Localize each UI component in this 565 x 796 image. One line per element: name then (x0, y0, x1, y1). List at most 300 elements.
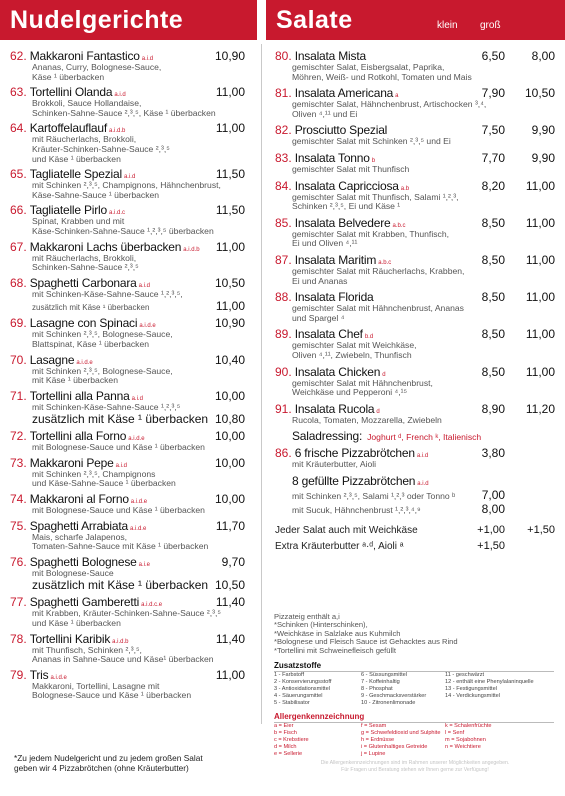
salad-title-row (275, 327, 555, 341)
item-price: 10,40 (214, 352, 245, 367)
price-large: 8,00 (531, 49, 555, 63)
allergen-item: f = Sesam (361, 723, 387, 729)
item-description: mit Schinken-Käse-Sahne-Sauce ¹,²,³,⁵, (32, 289, 183, 299)
size-large-label: groß (480, 20, 501, 31)
pasta-title: Nudelgerichte (10, 6, 184, 34)
dressing-options: Joghurt ᵈ, French ᵏ, Italienisch (367, 432, 482, 443)
menu-item-title-row (10, 632, 245, 646)
salad-item (275, 216, 555, 249)
allergen-codes: a.i.d.e (50, 674, 67, 681)
salad-title-row (275, 179, 555, 193)
additive-item: 5 - Stabilisator (274, 700, 310, 707)
extra-option (10, 412, 245, 426)
menu-item (10, 121, 245, 164)
item-name: Makkaroni al Forno (29, 492, 129, 507)
item-description: Rucola, Tomaten, Mozzarella, Zwiebeln (292, 415, 442, 425)
salad-title-row (275, 253, 555, 267)
item-description: Oliven ⁴,¹¹ und Ei (292, 109, 358, 119)
item-name: Insalata Americana (294, 86, 394, 101)
menu-item-title-row (10, 668, 245, 682)
allergen-codes: a.i.d (141, 56, 154, 62)
roll-variant-row (275, 502, 555, 516)
extra-label: zusätzlich mit Käse ¹ überbacken (32, 578, 209, 593)
salad-item (275, 49, 555, 82)
price-large: 9,90 (531, 123, 555, 138)
price-small: 7,90 (481, 86, 505, 101)
allergens-box (274, 712, 554, 758)
item-description: Brokkoli, Sauce Hollandaise, (32, 99, 142, 109)
menu-item-title-row (10, 316, 245, 330)
allergen-codes: a.b.c (378, 259, 392, 266)
menu-item-title-row (10, 595, 245, 609)
item-price: 10,00 (214, 429, 245, 444)
menu-item (10, 353, 245, 386)
allergen-codes: a.i.d (115, 462, 127, 469)
allergen-codes: a.i.d (131, 395, 143, 402)
additive-item: 14 - Verdickungsmittel (445, 693, 501, 700)
allergen-item: j = Lupine (361, 751, 386, 758)
price-small: 7,70 (481, 150, 505, 165)
menu-item (10, 316, 245, 349)
additive-item: 7 - Koffeinhaltig (361, 679, 400, 686)
footnote-line: *Zu jedem Nudelgericht und zu jedem großen Salat (14, 753, 203, 763)
salad-title-row (275, 151, 555, 165)
item-description: Kräuter-Schinken-Sahne-Sauce ²,³,⁵ (32, 144, 170, 154)
note-line: *Weichkäse in Salzlake aus Kuhmilch (274, 628, 401, 638)
menu-item (10, 389, 245, 427)
price-large: 9,90 (531, 150, 555, 165)
salad-item (275, 151, 555, 175)
item-description: gemischter Salat mit Hähnchenbrust, (292, 378, 433, 388)
item-description: gemischter Salat mit Schinken ²,³,⁵ und Ei (292, 137, 451, 147)
price-small: 7,50 (481, 123, 505, 138)
allergen-codes: a.b.c (392, 222, 406, 229)
price-small: 8,50 (481, 364, 505, 379)
allergen-codes: a.i.d.c.e (141, 602, 163, 609)
item-price: 10,00 (214, 388, 245, 403)
note-line: *Bolognese und Fleisch Sauce ist Gehacktes aus Rind (274, 637, 458, 647)
price-small: 8,20 (481, 178, 505, 193)
item-description: mit Bolognese-Sauce und Käse ¹ überbacken (32, 506, 205, 516)
item-name: Insalata Maritim (294, 252, 377, 267)
item-description: und Käse-Sahne-Sauce ¹ überbacken (32, 479, 176, 489)
menu-item-title-row (10, 85, 245, 99)
footnote-line: geben wir 4 Pizzabrötchen (ohne Kräuterbutter) (14, 762, 189, 773)
allergen-codes: a (395, 93, 399, 100)
salad-item (275, 179, 555, 212)
item-name: Insalata Mista (294, 49, 366, 63)
menu-item (10, 276, 245, 314)
allergen-codes: a.i.d (138, 282, 150, 289)
menu-item (10, 240, 245, 273)
item-description: gemischter Salat, Hähnchenbrust, Artischocken ³,⁴, (292, 100, 487, 110)
allergen-codes: a.b (400, 185, 410, 192)
allergen-item: g = Schwefeldioxid und Sulphite (361, 730, 441, 737)
footnote (14, 754, 249, 773)
item-name: 8 gefüllte Pizzabrötchen (292, 473, 416, 488)
menu-item-title-row (10, 555, 245, 569)
allergen-codes: a.i.d.b (109, 128, 126, 135)
item-description: mit Käse ¹ überbacken (32, 376, 118, 386)
item-number: 73. (10, 455, 27, 470)
item-number: 65. (10, 167, 27, 182)
allergen-codes: b.d (364, 334, 374, 341)
roll-title-row (275, 446, 555, 460)
item-name: Makkaroni Pepe (29, 455, 114, 470)
menu-item-title-row (10, 240, 245, 254)
item-price: 10,90 (214, 316, 245, 331)
additive-item: 1 - Farbstoff (274, 672, 305, 678)
menu-item-title-row (10, 353, 245, 367)
menu-item (10, 519, 245, 552)
item-description: gemischter Salat mit Thunfisch, Salami ¹,²,³, (292, 192, 459, 202)
item-description: gemischter Salat mit Räucherlachs, Krabben, (292, 266, 465, 276)
menu-item-title-row (10, 121, 245, 135)
addon-price-small: +1,00 (477, 523, 505, 536)
item-price: 11,50 (215, 203, 245, 218)
item-number: 74. (10, 492, 27, 507)
column-divider (261, 44, 262, 724)
item-name: Lasagne (29, 352, 75, 367)
item-description: gemischter Salat, Eisbergsalat, Paprika, (292, 63, 445, 72)
item-name: Tagliatelle Pirlo (29, 203, 107, 218)
allergen-item: i = Glutenhaltiges Getreide (361, 744, 428, 751)
addon-row (275, 540, 555, 552)
price-small: 8,50 (481, 252, 505, 267)
item-description: mit Kräuterbutter, Aioli (292, 460, 377, 470)
allergen-item: k = Schalenfrüchte (445, 723, 492, 729)
roll-item (275, 446, 555, 470)
price-small: 6,50 (481, 49, 505, 63)
item-price: 9,70 (221, 554, 245, 569)
item-name: Insalata Capricciosa (294, 178, 399, 193)
price-small: 8,50 (481, 327, 505, 342)
item-name: Insalata Florida (294, 290, 374, 305)
menu-item (10, 595, 245, 628)
allergen-codes: a.i.e (138, 561, 150, 568)
item-price: 11,40 (215, 595, 245, 610)
item-description: Ei und Oliven ⁴,¹¹ (292, 239, 358, 249)
dressing-label: Saladressing: (292, 429, 363, 444)
allergen-item: a = Eier (274, 723, 294, 729)
item-description: mit Räucherlachs, Brokkoli, (32, 253, 137, 263)
allergen-item: l = Senf (445, 730, 465, 737)
salad-list (275, 49, 555, 556)
item-name: Tortellini alla Panna (29, 388, 130, 403)
allergen-item: h = Erdnüsse (361, 737, 395, 744)
item-price: 11,00 (215, 85, 245, 100)
item-name: Makkaroni Lachs überbacken (29, 239, 182, 254)
item-number: 80. (275, 49, 292, 63)
allergens-title: Allergenkennzeichnung (274, 712, 554, 723)
item-number: 89. (275, 327, 292, 342)
roll-variant-row (275, 488, 555, 502)
extra-option (10, 578, 245, 592)
price-small: 8,50 (481, 215, 505, 230)
item-name: 6 frische Pizzabrötchen (294, 446, 415, 461)
menu-item-title-row (10, 456, 245, 470)
item-description: mit Schinken ²,³,⁵, Bolognese-Sauce, (32, 330, 173, 340)
allergen-codes: a.i.d.b (112, 638, 129, 645)
menu-item (10, 632, 245, 665)
salad-item (275, 253, 555, 286)
additive-item: 2 - Konservierungsstoff (274, 679, 332, 686)
salad-item (275, 402, 555, 426)
extra-label: zusätzlich mit Käse ¹ überbacken (32, 412, 209, 427)
salad-item (275, 290, 555, 323)
item-description: gemischter Salat mit Krabben, Thunfisch, (292, 229, 449, 239)
item-description: gemischter Salat mit Thunfisch (292, 164, 410, 174)
item-price: 3,80 (481, 446, 505, 461)
item-description: und Spargel ⁴ (292, 313, 345, 323)
item-name: Spaghetti Carbonara (29, 275, 137, 290)
price-large: 11,00 (525, 252, 555, 267)
item-description: mit Räucherlachs, Brokkoli, (32, 135, 137, 145)
item-description: Bolognese-Sauce und Käse ¹ überbacken (32, 691, 192, 701)
salad-title-row (275, 123, 555, 137)
menu-item-title-row (10, 49, 245, 63)
salad-header (266, 0, 565, 40)
addon-price-small: +1,50 (477, 539, 505, 552)
menu-item (10, 668, 245, 701)
note-line: *Schinken (Hinterschinken), (274, 620, 368, 630)
variant-text: mit Schinken ²,³,⁵, Salami ¹,²,³ oder Tonno ᵇ (292, 491, 456, 501)
item-name: Spaghetti Bolognese (29, 554, 137, 569)
pasta-header (0, 0, 257, 40)
item-name: Insalata Chef (294, 327, 363, 342)
item-description: Ei und Ananas (292, 276, 348, 286)
note-line: *Tortellini mit Schweinefleisch gefüllt (274, 645, 396, 655)
allergen-codes: a.i.d.c (109, 210, 126, 217)
item-description: Schinken ²,³,⁵, Ei und Käse ¹ (292, 202, 401, 212)
extra-label: zusätzlich mit Käse ¹ überbacken (32, 303, 150, 313)
item-description: Ananas in Sahne-Sauce und Käse¹ überbacken (32, 655, 214, 665)
additive-item: 4 - Säuerungsmittel (274, 693, 323, 700)
addon-label: Extra Kräuterbutter ᵃ·ᵈ, Aioli ᵃ (275, 540, 404, 552)
menu-item (10, 429, 245, 453)
item-price: 11,50 (215, 167, 245, 182)
menu-item (10, 203, 245, 236)
menu-item-title-row (10, 167, 245, 181)
fineprint-line: Für Fragen und Beratung stehen wir Ihnen gerne zur Verfügung! (341, 766, 489, 773)
roll-title-row (275, 474, 555, 488)
allergen-codes: a.i.d.e (128, 436, 145, 443)
additive-item (445, 700, 554, 707)
allergen-codes: a.i.d.e (129, 525, 147, 532)
item-description: mit Schinken ²,³,⁵, Champignons (32, 469, 156, 479)
note-line: Pizzateig enthält a,i (274, 612, 340, 621)
price-large: 11,00 (525, 178, 555, 193)
item-number: 72. (10, 429, 27, 444)
addons (275, 524, 555, 552)
variant-text: mit Sucuk, Hähnchenbrust ¹,²,³,⁴,⁹ (292, 505, 421, 515)
menu-item-title-row (10, 519, 245, 533)
additive-item: 10 - Zitronenlimonade (361, 700, 416, 707)
addon-row (275, 524, 555, 536)
additives-box (274, 661, 554, 707)
extra-price: 11,00 (215, 299, 245, 314)
item-name: Spaghetti Gamberetti (29, 595, 140, 610)
item-description: mit Bolognese-Sauce (32, 568, 114, 578)
addon-label: Jeder Salat auch mit Weichkäse (275, 524, 418, 536)
allergen-item: d = Milch (274, 744, 297, 751)
fineprint (284, 760, 546, 773)
additives-title: Zusatzstoffe (274, 661, 554, 672)
salad-title: Salate (276, 6, 353, 34)
variant-price: 8,00 (481, 501, 505, 516)
item-number: 71. (10, 388, 27, 403)
additive-item: 3 - Antioxidationsmittel (274, 686, 330, 693)
item-description: Spinat, Krabben und mit (32, 217, 125, 227)
roll-item (275, 474, 555, 516)
menu-item-title-row (10, 389, 245, 403)
item-price: 11,00 (215, 239, 245, 254)
price-large: 11,00 (525, 327, 555, 342)
salad-title-row (275, 365, 555, 379)
salad-item (275, 365, 555, 398)
item-description: gemischter Salat mit Weichkäse, (292, 341, 417, 351)
item-description: mit Schinken-Käse-Sahne-Sauce ¹,²,³,⁵ (32, 402, 181, 412)
fineprint-line: Die Allergenkennzeichnungen sind im Rahmen unserer Möglichkeiten angegeben. (320, 760, 510, 766)
allergen-codes: a.i.d (123, 174, 136, 181)
variant-price: 7,00 (481, 487, 506, 502)
item-description: Möhren, Weiß- und Rotkohl, Tomaten und Mais (292, 72, 472, 82)
item-number: 79. (10, 667, 27, 682)
item-price: 11,00 (215, 667, 245, 682)
dressing-row (275, 429, 555, 443)
item-description: Weichkäse und Pepperoni ⁴,¹⁵ (292, 388, 408, 398)
pasta-list (10, 49, 245, 704)
item-description: mit Schinken ²,³,⁵, Champignons, Hähnchenbrust, (32, 181, 221, 191)
additive-item: 6 - Süssungsmittel (361, 672, 408, 678)
item-description: Mais, scharfe Jalapenos, (32, 532, 128, 542)
additive-item: 12 - enthält eine Phenylalaninquelle (445, 679, 534, 686)
item-description: Oliven ⁴,¹¹, Zwiebeln, Thunfisch (292, 350, 412, 360)
allergen-item: b = Fisch (274, 730, 297, 737)
item-number: 75. (10, 518, 27, 533)
menu-item (10, 167, 245, 200)
menu-item-title-row (10, 492, 245, 506)
item-description: Tomaten-Sahne-Sauce mit Käse ¹ überbacken (32, 542, 209, 552)
allergen-codes: a.i.d.e (139, 323, 156, 330)
item-description: Makkaroni, Tortellini, Lasagne mit (32, 681, 160, 691)
item-number: 87. (275, 252, 292, 267)
item-description: Käse-Sahne-Sauce ¹ überbacken (32, 190, 160, 200)
allergen-codes: a.i.d.e (130, 499, 148, 506)
item-number: 64. (10, 121, 27, 136)
item-number: 76. (10, 554, 27, 569)
additive-item: 8 - Phosphat (361, 686, 393, 693)
extra-price: 10,50 (214, 578, 245, 593)
item-price: 11,40 (215, 631, 245, 646)
size-small-label: klein (437, 20, 458, 31)
item-price: 10,90 (214, 49, 245, 63)
item-number: 85. (275, 215, 292, 230)
item-description: Käse ¹ überbacken (32, 72, 105, 82)
menu-item (10, 492, 245, 516)
allergen-item: m = Sojabohnen (445, 737, 486, 744)
extra-option (10, 299, 245, 313)
menu-item (10, 555, 245, 593)
price-large: 11,00 (525, 290, 555, 305)
allergen-codes: a.i.d (114, 92, 126, 99)
allergen-item (445, 751, 554, 758)
notes (274, 613, 554, 655)
price-large: 10,50 (524, 86, 555, 101)
item-name: Makkaroni Fantastico (29, 49, 140, 63)
item-description: Blattspinat, Käse ¹ überbacken (32, 339, 150, 349)
allergen-codes: a.i.d (416, 453, 429, 460)
menu-item (10, 49, 245, 82)
item-description: und Käse ¹ überbacken (32, 154, 121, 164)
price-large: 11,20 (525, 401, 555, 416)
item-name: Kartoffelauflauf (29, 121, 107, 136)
allergen-codes: d (376, 408, 380, 415)
item-name: Tortellini alla Forno (29, 429, 127, 444)
allergen-codes: d (382, 371, 386, 378)
menu-item (10, 85, 245, 118)
salad-item (275, 86, 555, 119)
item-description: Ananas, Curry, Bolognese-Sauce, (32, 63, 162, 72)
item-description: mit Krabben, Kräuter-Schinken-Sahne-Sauce ²,³,⁵ (32, 609, 221, 619)
item-number: 78. (10, 631, 27, 646)
item-price: 11,00 (215, 121, 245, 136)
item-price: 10,00 (214, 455, 245, 470)
item-description: und Käse ¹ überbacken (32, 619, 121, 629)
price-small: 8,50 (481, 290, 505, 305)
addon-price-large: +1,50 (527, 523, 555, 536)
additive-item: 13 - Festigungsmittel (445, 686, 497, 693)
menu-item-title-row (10, 276, 245, 290)
item-price: 10,50 (214, 275, 245, 290)
additives-grid (274, 672, 554, 707)
item-name: Lasagne con Spinaci (29, 316, 138, 331)
salad-title-row (275, 216, 555, 230)
allergen-item: n = Weichtiere (445, 744, 481, 751)
salad-title-row (275, 49, 555, 63)
item-name: Spaghetti Arrabiata (29, 518, 128, 533)
item-name: Tagliatelle Spezial (29, 167, 122, 182)
item-description: Käse-Schinken-Sahne-Sauce ¹,²,³,⁵ überbacken (32, 226, 214, 236)
item-name: Insalata Tonno (294, 150, 370, 165)
item-description: Schinken-Sahne-Sauce ²,³,⁵, Käse ¹ überbacken (32, 108, 216, 118)
menu-item-title-row (10, 429, 245, 443)
item-number: 88. (275, 290, 292, 305)
item-description: gemischter Salat mit Hähnchenbrust, Ananas (292, 304, 464, 314)
allergen-codes: b (371, 157, 376, 164)
allergens-grid (274, 723, 554, 758)
additive-item: 11 - geschwärzt (445, 672, 485, 678)
price-small: 8,90 (481, 401, 505, 416)
item-number: 82. (275, 123, 292, 138)
item-number: 67. (10, 239, 27, 254)
salad-item (275, 327, 555, 360)
item-number: 83. (275, 150, 292, 165)
allergen-codes: a.i.d.b (183, 246, 200, 253)
item-name: Insalata Belvedere (294, 215, 391, 230)
menu-item (10, 456, 245, 489)
item-name: Prosciutto Spezial (294, 123, 388, 138)
item-name: Tortellini Karibik (29, 631, 111, 646)
additive-item: 9 - Geschmacksverstärker (361, 693, 427, 700)
item-number: 77. (10, 595, 27, 610)
item-description: Schinken-Sahne-Sauce ²,³,⁵ (32, 263, 139, 273)
item-name: Insalata Rucola (294, 401, 375, 416)
item-name: Tris (29, 667, 49, 682)
item-price: 10,00 (214, 492, 245, 507)
item-name: Insalata Chicken (294, 364, 381, 379)
price-large: 11,00 (525, 364, 555, 379)
